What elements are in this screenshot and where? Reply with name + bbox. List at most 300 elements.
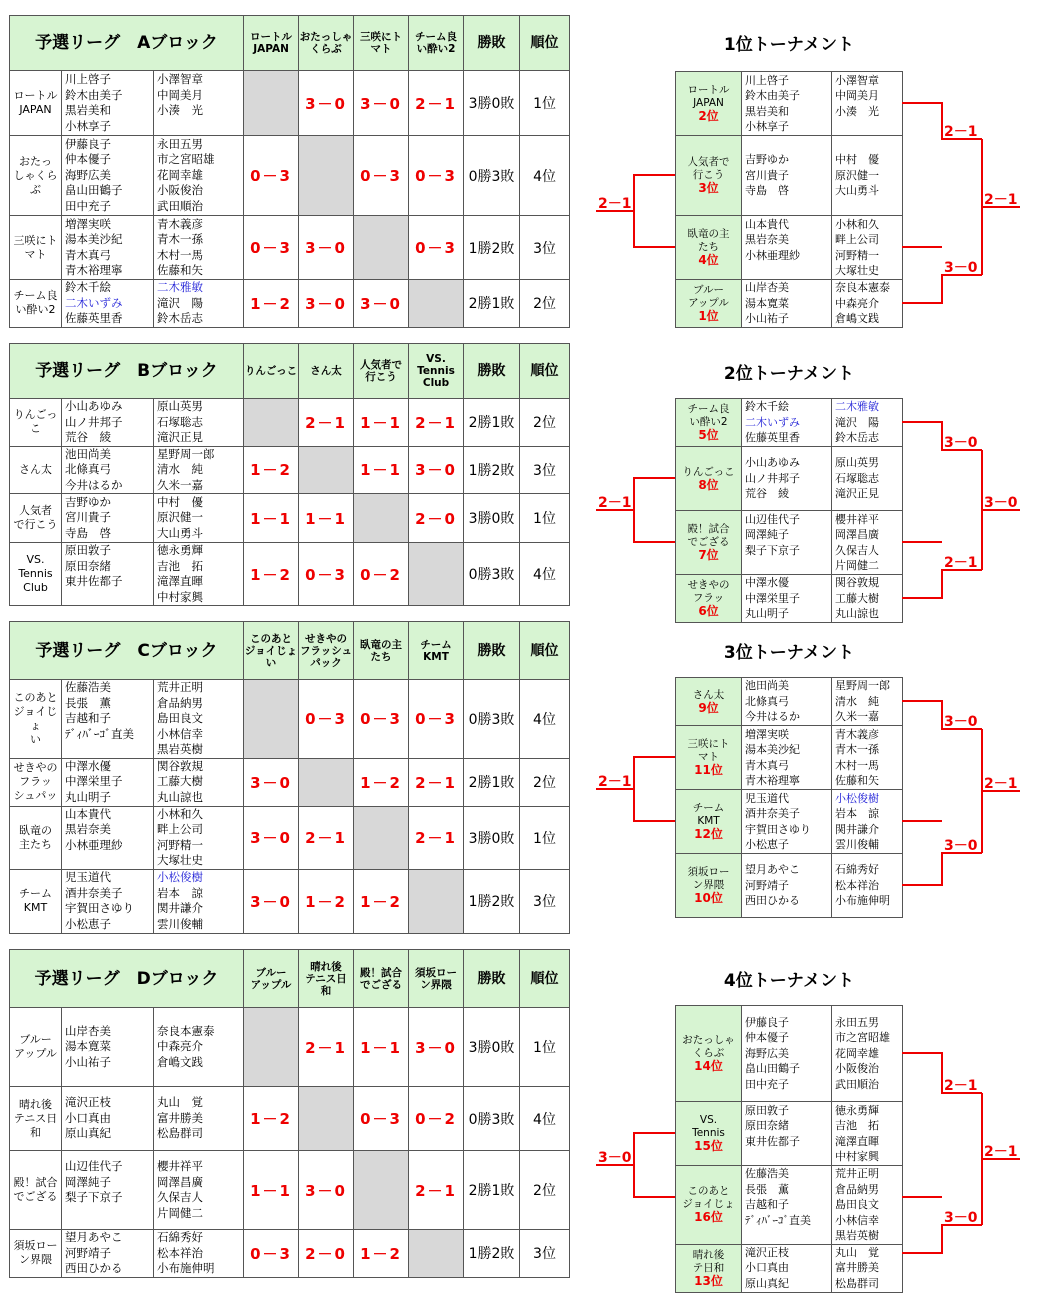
self-match-cell xyxy=(244,399,299,447)
win-loss-record: 3勝0敗 xyxy=(464,71,520,136)
player-name: 櫻井祥平 xyxy=(157,1159,203,1173)
league-title: 予選リーグ Bブロック xyxy=(10,344,244,399)
player-name: 宮川貴子 xyxy=(745,168,789,182)
player-name: 黒岩英樹 xyxy=(157,742,203,756)
win-loss-record: 2勝1敗 xyxy=(464,280,520,328)
match-score: 0－3 xyxy=(299,543,354,606)
player-name: 工藤大樹 xyxy=(835,591,879,605)
column-header-team: VS. Tennis Club xyxy=(409,344,464,399)
seed-rank: 8位 xyxy=(698,477,719,492)
self-match-cell xyxy=(354,806,409,869)
player-name: 小布施伸明 xyxy=(835,894,890,908)
bracket-score: 3－0 xyxy=(944,1210,978,1226)
self-match-cell xyxy=(409,1230,464,1278)
member-column xyxy=(62,494,154,543)
player-name: 酒井奈美子 xyxy=(65,885,123,900)
column-header-team: 三咲にト マト xyxy=(354,16,409,71)
player-name: 畔上公司 xyxy=(835,233,879,246)
team-row xyxy=(10,1230,570,1278)
team-name: ブルー アップル xyxy=(10,1008,62,1087)
self-match-cell xyxy=(244,680,299,759)
team-name: 須坂ロー ン界隈 xyxy=(10,1230,62,1278)
player-name: 中村 優 xyxy=(835,153,879,167)
player-name: 石塚聡志 xyxy=(835,471,879,485)
member-column xyxy=(154,869,244,933)
player-name: 吉越和子 xyxy=(65,711,111,725)
column-header-team: このあと ジョイじょ い xyxy=(244,622,299,680)
player-name: 畠山田鶴子 xyxy=(65,183,123,198)
league-table xyxy=(9,15,570,328)
team-row xyxy=(10,806,570,869)
player-name: 島田良文 xyxy=(835,1198,879,1211)
member-column xyxy=(154,494,244,543)
team-name: 殿！試合 でござる xyxy=(10,1151,62,1230)
player-name: 松本祥治 xyxy=(157,1245,203,1260)
player-name xyxy=(65,853,153,869)
player-name: 松本祥治 xyxy=(835,878,879,892)
player-name: 今井はるか xyxy=(745,710,800,724)
match-score: 2－1 xyxy=(299,806,354,869)
rank: 3位 xyxy=(520,1230,570,1278)
member-column xyxy=(62,446,154,494)
team-row xyxy=(10,543,570,606)
player-name: 雲川俊輔 xyxy=(157,916,203,931)
player-name: 岩本 諒 xyxy=(157,885,203,900)
player-name: 山ノ井邦子 xyxy=(745,471,800,485)
seed-rank: 15位 xyxy=(694,1139,723,1153)
player-name: 滝沢正枝 xyxy=(745,1245,789,1259)
member-column xyxy=(154,71,244,136)
player-name: 原山真紀 xyxy=(745,1276,789,1290)
player-name: 小松俊樹 xyxy=(157,870,203,884)
player-name: 岡澤純子 xyxy=(65,1174,111,1189)
player-name: 小山あゆみ xyxy=(745,456,800,470)
match-score: 0－2 xyxy=(409,1087,464,1151)
player-name: 奈良本憲泰 xyxy=(835,281,890,295)
player-name: 西田ひかる xyxy=(745,894,800,908)
player-name: 小山あゆみ xyxy=(65,399,123,413)
match-score: 3－0 xyxy=(299,1151,354,1230)
rank: 2位 xyxy=(520,399,570,447)
player-name: 仲本優子 xyxy=(65,152,111,167)
team-name: りんごっ こ xyxy=(10,399,62,447)
match-score: 3－0 xyxy=(409,446,464,494)
player-name: 松島群司 xyxy=(157,1126,203,1141)
bracket-score: 3－0 xyxy=(944,838,978,854)
player-name: 清水 純 xyxy=(835,694,879,708)
player-name: 梨子下京子 xyxy=(745,543,800,557)
rank: 3位 xyxy=(520,869,570,933)
rank: 2位 xyxy=(520,758,570,806)
team-name: さん太 xyxy=(10,446,62,494)
member-column xyxy=(62,758,154,806)
player-name: 丸山明子 xyxy=(745,607,789,621)
win-loss-record: 2勝1敗 xyxy=(464,399,520,447)
player-name: 富井勝美 xyxy=(835,1261,879,1275)
league-title: 予選リーグ Aブロック xyxy=(10,16,244,71)
column-header-team: 臥竜の主 たち xyxy=(354,622,409,680)
player-name: 滝沢 陽 xyxy=(835,415,879,429)
column-header-record: 勝敗 xyxy=(464,622,520,680)
left-bracket-line xyxy=(634,478,675,542)
member-column xyxy=(154,1230,244,1278)
member-column xyxy=(62,216,154,280)
player-name: 滝沢 陽 xyxy=(157,295,203,310)
player-name: 関井謙介 xyxy=(835,822,879,836)
rank: 1位 xyxy=(520,1008,570,1087)
member-column xyxy=(154,680,244,759)
match-score: 1－2 xyxy=(244,446,299,494)
player-name: 宇賀田さゆり xyxy=(65,901,134,915)
bracket-score: 2－1 xyxy=(984,192,1018,208)
player-name: 小林和久 xyxy=(835,217,879,231)
column-header-rank: 順位 xyxy=(520,344,570,399)
player-name: 滝沢正枝 xyxy=(65,1095,111,1110)
win-loss-record: 0勝3敗 xyxy=(464,136,520,216)
member-column xyxy=(154,1008,244,1087)
team-name-label: VS. Tennis xyxy=(692,1114,725,1139)
player-name: 中澤栄里子 xyxy=(745,591,800,605)
player-name xyxy=(65,742,153,758)
column-header-team: ブルー アップル xyxy=(244,950,299,1008)
tournament-title: 1位トーナメント xyxy=(723,35,855,55)
semifinal-line xyxy=(902,1225,982,1253)
player-name: 二木雅敏 xyxy=(157,280,203,294)
player-name: 鈴木由美子 xyxy=(745,89,800,102)
seed-rank: 2位 xyxy=(698,109,719,123)
semifinal-line xyxy=(902,1053,982,1093)
member-column xyxy=(154,446,244,494)
left-bracket-line xyxy=(634,757,675,821)
player-name: 青木一孫 xyxy=(157,232,203,246)
member-column xyxy=(154,758,244,806)
bracket-score: 3－0 xyxy=(598,1150,632,1166)
seed-rank: 12位 xyxy=(694,827,723,841)
self-match-cell xyxy=(409,869,464,933)
team-row xyxy=(10,1151,570,1230)
bracket-score: 2－1 xyxy=(944,1078,978,1094)
player-name: 河野靖子 xyxy=(745,878,789,892)
column-header-team: チーム KMT xyxy=(409,622,464,680)
player-name: 青木裕理寧 xyxy=(65,263,123,277)
member-column xyxy=(154,806,244,869)
player-name: 荒井正明 xyxy=(835,1167,879,1180)
player-name: 星野周一郎 xyxy=(157,446,215,461)
player-name: 小澤智章 xyxy=(835,73,879,87)
self-match-cell xyxy=(299,758,354,806)
player-name: 青木真弓 xyxy=(65,247,111,262)
rank: 1位 xyxy=(520,71,570,136)
semifinal-line xyxy=(902,275,982,303)
player-name: 小阪俊治 xyxy=(835,1062,879,1076)
self-match-cell xyxy=(354,1151,409,1230)
win-loss-record: 0勝3敗 xyxy=(464,680,520,759)
player-name: 山本貴代 xyxy=(745,217,789,231)
team-row xyxy=(10,1087,570,1151)
column-header-rank: 順位 xyxy=(520,16,570,71)
rank: 1位 xyxy=(520,494,570,543)
bracket-score: 2－1 xyxy=(598,495,632,511)
match-score: 1－2 xyxy=(354,1230,409,1278)
team-name-label: りんごっこ xyxy=(682,465,735,478)
member-column xyxy=(62,71,154,136)
player-name: 関谷敦規 xyxy=(835,576,879,590)
player-name: 岡澤昌廣 xyxy=(835,528,879,541)
player-name: 青木義彦 xyxy=(835,727,879,741)
team-row xyxy=(10,71,570,136)
player-name: 小林亜理紗 xyxy=(65,837,123,852)
bracket-score: 2－1 xyxy=(984,1144,1018,1160)
player-name xyxy=(65,1206,153,1222)
member-column xyxy=(154,216,244,280)
player-name: 花岡幸雄 xyxy=(157,167,203,182)
member-column xyxy=(62,1008,154,1087)
player-name: ﾃﾞｨﾊﾞｰｺﾞ直美 xyxy=(65,726,134,741)
player-name: 市之宮昭雄 xyxy=(157,152,215,167)
player-name: 青木裕理寧 xyxy=(745,774,800,787)
player-name: 岩本 諒 xyxy=(835,807,879,820)
player-name: 櫻井祥平 xyxy=(835,512,879,526)
player-name: 関井謙介 xyxy=(157,901,203,915)
column-header-team: チーム良 い酔い2 xyxy=(409,16,464,71)
match-score: 0－3 xyxy=(409,136,464,216)
player-name: 倉品納男 xyxy=(835,1182,879,1196)
player-name: 児玉道代 xyxy=(745,791,789,805)
player-name: 酒井奈美子 xyxy=(745,807,800,820)
match-score: 1－2 xyxy=(299,869,354,933)
bracket-lines xyxy=(590,0,1038,1293)
player-name: 海野広美 xyxy=(65,167,111,182)
self-match-cell xyxy=(299,446,354,494)
team-name: 三咲にト マト xyxy=(10,216,62,280)
player-name: 田中充子 xyxy=(65,198,111,213)
self-match-cell xyxy=(299,136,354,216)
column-header-rank: 順位 xyxy=(520,622,570,680)
player-name: 黒岩奈美 xyxy=(745,233,789,246)
team-name-label: おたっしゃ くらぶ xyxy=(682,1034,735,1059)
player-name: 二木雅敏 xyxy=(835,400,879,414)
rank: 3位 xyxy=(520,216,570,280)
player-name: 倉品納男 xyxy=(157,695,203,710)
player-name: 梨子下京子 xyxy=(65,1190,123,1204)
player-name: 池田尚美 xyxy=(65,446,111,461)
match-score: 2－1 xyxy=(409,806,464,869)
match-score: 1－2 xyxy=(244,1087,299,1151)
column-header-team: 晴れ後 テニス日 和 xyxy=(299,950,354,1008)
team-row xyxy=(10,758,570,806)
semifinal-line xyxy=(902,103,982,139)
player-name: 東井佐都子 xyxy=(65,574,123,588)
member-column xyxy=(154,1087,244,1151)
player-name: 仲本優子 xyxy=(745,1031,789,1045)
win-loss-record: 0勝3敗 xyxy=(464,543,520,606)
player-name: 佐藤浩美 xyxy=(745,1167,789,1180)
player-name: 木村一馬 xyxy=(157,247,203,262)
team-name: チーム良 い酔い2 xyxy=(10,280,62,328)
player-name: 永田五男 xyxy=(835,1015,879,1029)
player-name: 寺島 啓 xyxy=(65,525,111,540)
bracket-score: 3－0 xyxy=(944,714,978,730)
player-name: 黒岩美和 xyxy=(745,104,789,118)
team-row xyxy=(10,280,570,328)
player-name: 児玉道代 xyxy=(65,870,111,884)
match-score: 1－1 xyxy=(354,1008,409,1087)
player-name: 長張 薫 xyxy=(65,695,111,710)
team-name-label: さん太 xyxy=(692,688,725,701)
win-loss-record: 2勝1敗 xyxy=(464,1151,520,1230)
player-name: 青木義彦 xyxy=(157,216,203,231)
left-bracket-line xyxy=(634,175,675,247)
player-name: 倉嶋文践 xyxy=(157,1054,203,1069)
player-name: 鈴木岳志 xyxy=(835,431,879,445)
player-name: 小澤智章 xyxy=(157,72,203,86)
player-name: 原田奈緒 xyxy=(745,1119,789,1132)
player-name: 佐藤英里香 xyxy=(745,431,800,445)
self-match-cell xyxy=(244,71,299,136)
player-name: 小林和久 xyxy=(157,806,203,821)
team-row xyxy=(10,869,570,933)
player-name: 中村家興 xyxy=(157,589,203,604)
player-name: 佐藤英里香 xyxy=(65,311,123,325)
player-name: 丸山諒也 xyxy=(157,789,203,804)
player-name: 小山祐子 xyxy=(745,312,789,326)
bracket-score: 3－0 xyxy=(944,435,978,451)
player-name: 大山勇斗 xyxy=(157,525,203,540)
player-name: 中森亮介 xyxy=(835,296,879,310)
player-name: 荒井正明 xyxy=(157,680,203,694)
player-name: 畠山田鶴子 xyxy=(745,1062,800,1076)
team-name: VS. Tennis Club xyxy=(10,543,62,606)
player-name: 小口真由 xyxy=(65,1110,111,1125)
team-row xyxy=(10,494,570,543)
column-header-team: せきやの フラッシュ パック xyxy=(299,622,354,680)
match-score: 2－0 xyxy=(409,494,464,543)
column-header-team: 殿！試合 でござる xyxy=(354,950,409,1008)
player-name: 小山祐子 xyxy=(65,1054,111,1069)
player-name: 宮川貴子 xyxy=(65,510,111,525)
player-name: 佐藤浩美 xyxy=(65,680,111,694)
match-score: 0－3 xyxy=(354,1087,409,1151)
member-column xyxy=(62,869,154,933)
member-column xyxy=(62,680,154,759)
team-row xyxy=(10,216,570,280)
player-name: 丸山諒也 xyxy=(835,607,879,621)
player-name: 石綿秀好 xyxy=(157,1230,203,1244)
match-score: 3－0 xyxy=(244,869,299,933)
player-name: 小阪俊治 xyxy=(157,183,203,198)
win-loss-record: 1勝2敗 xyxy=(464,216,520,280)
column-header-record: 勝敗 xyxy=(464,950,520,1008)
league-table xyxy=(9,343,570,606)
player-name: 山岸杏美 xyxy=(745,281,789,295)
self-match-cell xyxy=(299,1087,354,1151)
seed-rank: 11位 xyxy=(694,763,723,777)
player-name: 二木いずみ xyxy=(745,415,800,429)
player-name: 畔上公司 xyxy=(157,822,203,836)
team-name: このあと ジョイじょ い xyxy=(10,680,62,759)
column-header-record: 勝敗 xyxy=(464,16,520,71)
member-column xyxy=(154,543,244,606)
match-score: 1－2 xyxy=(354,758,409,806)
match-score: 0－2 xyxy=(354,543,409,606)
rank: 4位 xyxy=(520,136,570,216)
team-row xyxy=(10,399,570,447)
team-name-label: せきやの フラッ xyxy=(687,579,730,604)
player-name: 岡澤昌廣 xyxy=(157,1174,203,1189)
column-header-team: さん太 xyxy=(299,344,354,399)
win-loss-record: 2勝1敗 xyxy=(464,758,520,806)
seed-rank: 14位 xyxy=(694,1059,723,1073)
match-score: 0－3 xyxy=(299,680,354,759)
player-name: 小林信幸 xyxy=(157,726,203,741)
match-score: 1－1 xyxy=(244,1151,299,1230)
player-name: ﾃﾞｨﾊﾞｰｺﾞ直美 xyxy=(745,1213,811,1227)
player-name: 小湊 光 xyxy=(835,104,879,118)
member-column xyxy=(154,280,244,328)
player-name: 海野広美 xyxy=(745,1046,789,1060)
player-name: 関谷敦規 xyxy=(157,758,203,773)
win-loss-record: 1勝2敗 xyxy=(464,869,520,933)
team-name-label: 須坂ロー ン界隈 xyxy=(687,866,730,891)
seed-rank: 5位 xyxy=(698,428,719,442)
column-header-team: 須坂ロー ン界隈 xyxy=(409,950,464,1008)
match-score: 3－0 xyxy=(299,216,354,280)
player-name: 原沢健一 xyxy=(835,168,879,182)
player-name: 小松恵子 xyxy=(745,838,789,851)
bracket-score: 2－1 xyxy=(598,774,632,790)
match-score: 3－0 xyxy=(299,280,354,328)
player-name: 徳永勇輝 xyxy=(835,1103,879,1117)
player-name: 久米一嘉 xyxy=(157,477,203,492)
player-name: 増澤実咲 xyxy=(65,216,111,231)
bracket-score: 3－0 xyxy=(944,260,978,276)
player-name: 黒岩英樹 xyxy=(835,1229,879,1242)
player-name: 青木一孫 xyxy=(835,743,879,756)
win-loss-record: 0勝3敗 xyxy=(464,1087,520,1151)
player-name: 望月あやこ xyxy=(65,1230,123,1244)
player-name: 河野精一 xyxy=(157,837,203,852)
player-name: 今井はるか xyxy=(65,477,123,492)
team-name: ロートル JAPAN xyxy=(10,71,62,136)
win-loss-record: 1勝2敗 xyxy=(464,446,520,494)
player-name: 原田敦子 xyxy=(745,1103,789,1117)
player-name: 荒谷 綾 xyxy=(65,430,111,444)
player-name: 吉野ゆか xyxy=(65,494,111,509)
player-name: 中村 優 xyxy=(157,494,203,509)
player-name: 小林信幸 xyxy=(835,1213,879,1227)
player-name: 中岡美月 xyxy=(835,89,879,102)
league-title: 予選リーグ Cブロック xyxy=(10,622,244,680)
player-name: 清水 純 xyxy=(157,462,203,476)
player-name: 長張 薫 xyxy=(745,1182,789,1196)
player-name: 倉嶋文践 xyxy=(835,312,879,326)
player-name: 北條真弓 xyxy=(745,694,789,708)
player-name: 武田順治 xyxy=(157,198,203,213)
player-name: 望月あやこ xyxy=(745,863,800,877)
tournament-title: 3位トーナメント xyxy=(723,643,855,663)
match-score: 0－3 xyxy=(244,136,299,216)
member-column xyxy=(62,543,154,606)
player-name: 北條真弓 xyxy=(65,462,111,476)
player-name: 佐藤和矢 xyxy=(157,263,203,277)
player-name: 黒岩奈美 xyxy=(65,822,111,836)
player-name: 寺島 啓 xyxy=(745,184,789,198)
player-name: 島田良文 xyxy=(157,711,203,725)
player-name: 佐藤和矢 xyxy=(835,774,879,787)
player-name: 滝澤直暉 xyxy=(157,574,203,588)
team-row xyxy=(10,136,570,216)
self-match-cell xyxy=(244,1008,299,1087)
